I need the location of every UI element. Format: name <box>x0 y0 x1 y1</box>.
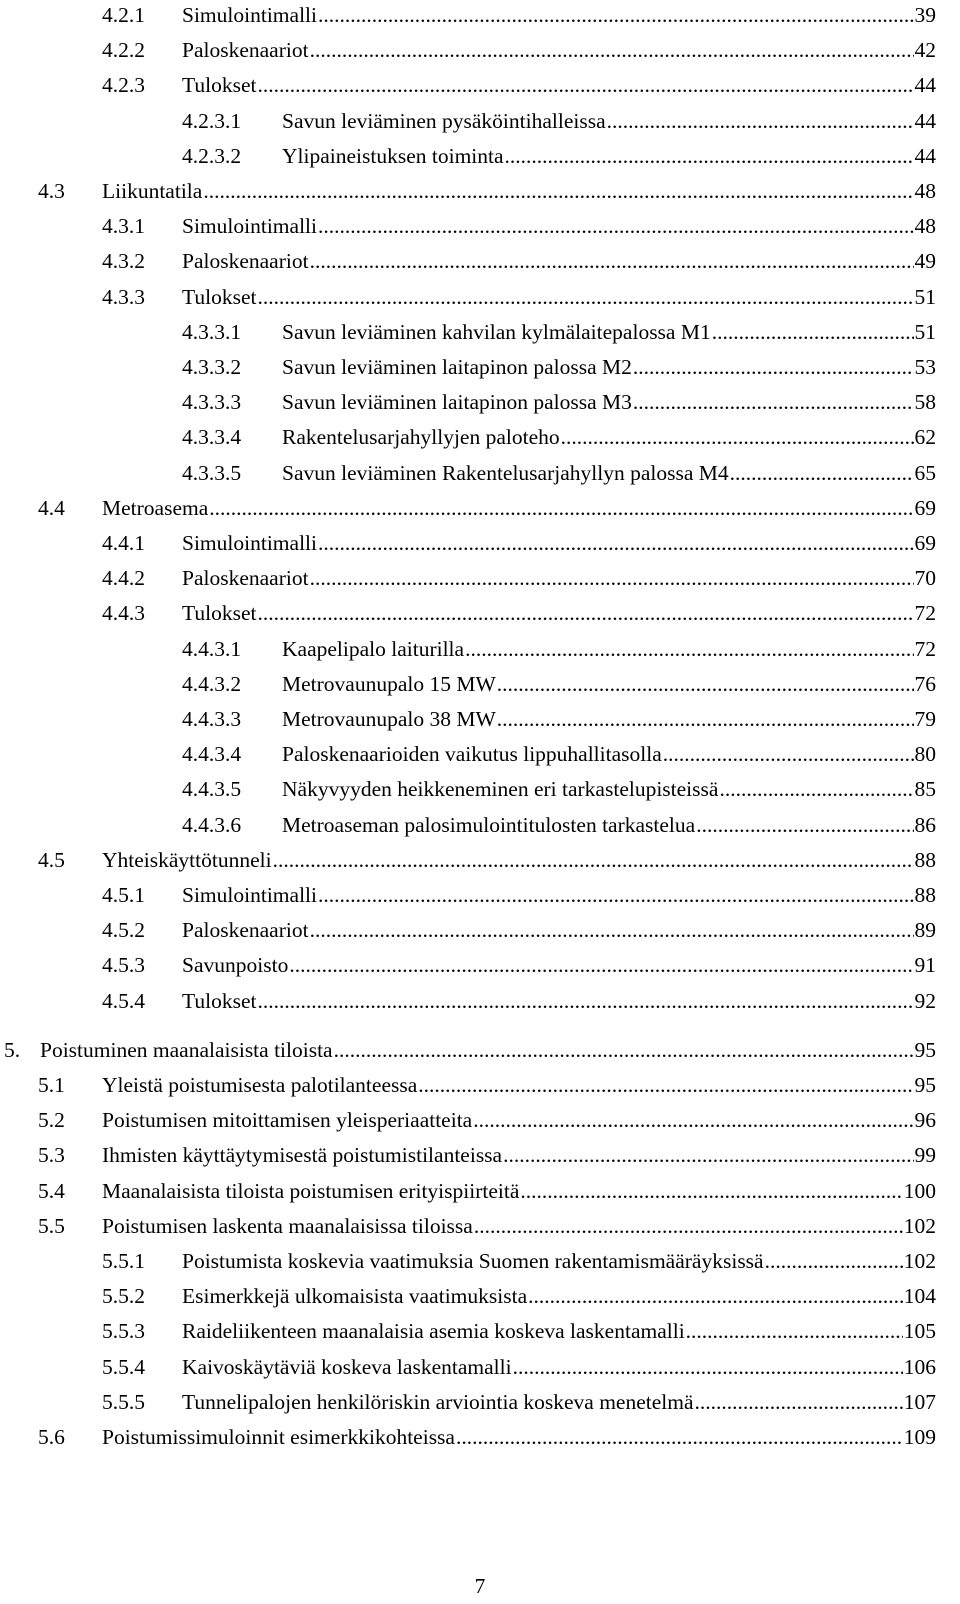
toc-entry-number: 5.5.2 <box>102 1284 145 1309</box>
toc-entry-page: 48 <box>914 179 936 203</box>
dot-leader <box>257 598 913 628</box>
toc-entry-title: Tunnelipalojen henkilöriskin arviointia koskeva menetelmä <box>182 1389 694 1414</box>
toc-entry-page: 85 <box>914 777 936 802</box>
toc-entry[interactable] <box>102 1246 936 1276</box>
toc-entry-page: 102 <box>903 1213 936 1238</box>
toc-entry-page: 105 <box>903 1319 936 1344</box>
toc-entry-number: 4.4.3.1 <box>182 636 242 661</box>
toc-entry-number: 4.2.2 <box>102 38 145 63</box>
toc-entry[interactable] <box>102 211 936 241</box>
toc-entry-page: 79 <box>914 707 936 731</box>
toc-entry-page: 95 <box>914 1073 936 1097</box>
dot-leader <box>528 1281 903 1311</box>
toc-entry-number: 4.3.1 <box>102 214 145 239</box>
toc-entry-number: 4.3.3.2 <box>182 355 242 379</box>
toc-entry-number: 5.3 <box>38 1143 65 1168</box>
toc-entry-title: Kaapelipalo laiturilla <box>282 636 465 661</box>
toc-entry-number: 4.3.3.1 <box>182 319 242 344</box>
toc-entry-page: 39 <box>914 3 936 27</box>
toc-entry-number: 4.5.2 <box>102 918 145 943</box>
dot-leader <box>696 810 913 840</box>
toc-entry[interactable] <box>102 950 936 980</box>
toc-entry-page: 48 <box>914 214 936 239</box>
toc-entry[interactable] <box>102 0 936 30</box>
toc-entry-number: 4.4.3.3 <box>182 707 242 731</box>
toc-entry-number: 4.2.1 <box>102 3 145 27</box>
toc-entry[interactable] <box>182 669 936 699</box>
toc-entry-page: 69 <box>914 531 936 555</box>
toc-entry[interactable] <box>38 845 936 875</box>
toc-entry-page: 44 <box>914 108 936 133</box>
toc-entry-page: 51 <box>914 284 936 309</box>
toc-entry-number: 5.4 <box>38 1178 65 1203</box>
toc-entry-number: 4.4.1 <box>102 531 145 555</box>
toc-entry-title: Metrovaunupalo 15 MW <box>282 671 496 696</box>
toc-entry-title: Yhteiskäyttötunneli <box>102 847 272 872</box>
toc-entry-page: 72 <box>914 601 936 626</box>
dot-leader <box>257 986 913 1016</box>
toc-entry[interactable] <box>182 422 936 452</box>
toc-entry[interactable] <box>102 246 936 276</box>
toc-entry-number: 5.5.1 <box>102 1249 145 1273</box>
toc-entry-page: 107 <box>903 1389 936 1414</box>
toc-entry[interactable] <box>182 810 936 840</box>
toc-entry-number: 4.5 <box>38 847 65 872</box>
toc-entry-page: 100 <box>903 1178 936 1203</box>
toc-entry-number: 4.4.3 <box>102 601 145 626</box>
dot-leader <box>633 352 914 382</box>
toc-entry-title: Maanalaisista tiloista poistumisen erityispiirteitä <box>102 1178 520 1203</box>
toc-entry-title: Poistuminen maanalaisista tiloista <box>40 1037 333 1062</box>
toc-entry-number: 4.2.3.1 <box>182 108 242 133</box>
toc-entry-page: 62 <box>914 425 936 450</box>
toc-entry-title: Esimerkkejä ulkomaisista vaatimuksista <box>182 1284 528 1309</box>
toc-entry[interactable] <box>4 1035 936 1065</box>
dot-leader <box>310 563 914 593</box>
dot-leader <box>505 141 914 171</box>
toc-entry-page: 49 <box>914 249 936 274</box>
dot-leader <box>607 106 914 136</box>
toc-entry[interactable] <box>102 1281 936 1311</box>
dot-leader <box>497 669 914 699</box>
toc-entry-title: Poistumista koskevia vaatimuksia Suomen rakentamismääräyksissä <box>182 1249 764 1273</box>
toc-entry-title: Poistumisen mitoittamisen yleisperiaatteita <box>102 1108 473 1133</box>
dot-leader <box>318 528 914 558</box>
dot-leader <box>456 1422 903 1452</box>
dot-leader <box>561 422 914 452</box>
toc-entry-number: 4.5.3 <box>102 953 145 978</box>
toc-entry-page: 58 <box>914 390 936 415</box>
toc-entry[interactable] <box>38 1422 936 1452</box>
toc-entry-number: 4.4 <box>38 495 65 520</box>
dot-leader <box>257 70 913 100</box>
toc-entry-title: Metrovaunupalo 38 MW <box>282 707 496 731</box>
toc-entry-title: Liikuntatila <box>102 179 203 203</box>
toc-entry-number: 5.6 <box>38 1425 65 1449</box>
toc-entry[interactable] <box>102 282 936 312</box>
toc-entry[interactable] <box>38 493 936 523</box>
toc-entry-page: 99 <box>914 1143 936 1168</box>
toc-entry[interactable] <box>182 141 936 171</box>
toc-entry-title: Metroasema <box>102 495 209 520</box>
dot-leader <box>465 634 913 664</box>
dot-leader <box>257 282 913 312</box>
dot-leader <box>719 774 913 804</box>
dot-leader <box>310 246 914 276</box>
toc-entry-page: 86 <box>914 812 936 837</box>
toc-entry-number: 4.4.3.4 <box>182 742 242 767</box>
toc-entry-page: 95 <box>914 1037 936 1062</box>
toc-entry-page: 42 <box>914 38 936 63</box>
dot-leader <box>695 1387 903 1417</box>
toc-entry[interactable] <box>182 458 936 488</box>
toc-entry-page: 104 <box>903 1284 936 1309</box>
toc-entry[interactable] <box>102 35 936 65</box>
toc-entry-page: 76 <box>914 671 936 696</box>
toc-entry-title: Näkyvyyden heikkeneminen eri tarkastelupisteissä <box>282 777 719 802</box>
toc-entry-title: Savun leviäminen laitapinon palossa M2 <box>282 355 632 379</box>
toc-entry-number: 4.4.2 <box>102 566 145 591</box>
page-number: 7 <box>474 1574 486 1598</box>
toc-entry-title: Simulointimalli <box>182 214 317 239</box>
toc-entry-page: 102 <box>903 1249 936 1273</box>
toc-entry-title: Raideliikenteen maanalaisia asemia koskeva laskentamalli <box>182 1319 685 1344</box>
dot-leader <box>520 1176 902 1206</box>
toc-entry-page: 72 <box>914 636 936 661</box>
dot-leader <box>686 1316 903 1346</box>
toc-entry-number: 4.3 <box>38 179 65 203</box>
dot-leader <box>273 845 914 875</box>
toc-entry-page: 69 <box>914 495 936 520</box>
toc-entry-number: 5.5 <box>38 1213 65 1238</box>
toc-entry[interactable] <box>102 528 936 558</box>
toc-entry-page: 89 <box>914 918 936 943</box>
toc-entry[interactable] <box>102 1352 936 1382</box>
toc-entry-title: Ylipaineistuksen toiminta <box>282 143 504 168</box>
toc-entry-number: 4.3.3.4 <box>182 425 242 450</box>
toc-entry[interactable] <box>38 1140 936 1170</box>
toc-entry-page: 109 <box>903 1425 936 1449</box>
toc-entry[interactable] <box>182 774 936 804</box>
dot-leader <box>318 0 914 30</box>
dot-leader <box>730 458 914 488</box>
toc-entry-number: 4.5.1 <box>102 883 145 907</box>
toc-entry-number: 4.2.3 <box>102 73 145 98</box>
toc-entry-title: Kaivoskäytäviä koskeva laskentamalli <box>182 1354 512 1379</box>
toc-entry-number: 5.5.5 <box>102 1389 145 1414</box>
toc-entry-page: 44 <box>914 143 936 168</box>
toc-entry[interactable] <box>102 563 936 593</box>
toc-entry[interactable] <box>102 986 936 1016</box>
toc-entry-page: 51 <box>914 319 936 344</box>
toc-entry-title: Paloskenaariot <box>182 918 309 943</box>
toc-entry-number: 4.3.2 <box>102 249 145 274</box>
toc-entry-title: Metroaseman palosimulointitulosten tarkastelua <box>282 812 696 837</box>
dot-leader <box>474 1211 903 1241</box>
toc-entry-title: Tulokset <box>182 73 257 98</box>
toc-entry-number: 5.2 <box>38 1108 65 1133</box>
toc-entry[interactable] <box>182 317 936 347</box>
toc-entry-title: Paloskenaarioiden vaikutus lippuhallitasolla <box>282 742 662 767</box>
toc-entry-title: Yleistä poistumisesta palotilanteessa <box>102 1073 418 1097</box>
dot-leader <box>318 880 914 910</box>
toc-entry[interactable] <box>102 880 936 910</box>
toc-entry-page: 44 <box>914 73 936 98</box>
toc-entry-page: 70 <box>914 566 936 591</box>
toc-entry[interactable] <box>182 106 936 136</box>
toc-entry[interactable] <box>182 352 936 382</box>
toc-entry-title: Tulokset <box>182 601 257 626</box>
toc-entry-number: 4.3.3.3 <box>182 390 242 415</box>
dot-leader <box>712 317 914 347</box>
toc-entry-number: 4.4.3.2 <box>182 671 242 696</box>
dot-leader <box>289 950 913 980</box>
toc-entry-title: Ihmisten käyttäytymisestä poistumistilanteissa <box>102 1143 503 1168</box>
dot-leader <box>765 1246 903 1276</box>
toc-entry[interactable] <box>182 634 936 664</box>
toc-entry-number: 4.4.3.5 <box>182 777 242 802</box>
toc-entry-title: Savun leviäminen pysäköintihalleissa <box>282 108 606 133</box>
toc-entry[interactable] <box>182 704 936 734</box>
toc-entry-page: 53 <box>914 355 936 379</box>
toc-entry-number: 5. <box>4 1037 21 1062</box>
toc-entry[interactable] <box>182 387 936 417</box>
toc-entry-title: Simulointimalli <box>182 883 317 907</box>
toc-entry-page: 91 <box>914 953 936 978</box>
toc-entry-title: Savun leviäminen kahvilan kylmälaitepalossa M1 <box>282 319 711 344</box>
toc-entry[interactable] <box>102 598 936 628</box>
dot-leader <box>473 1105 913 1135</box>
dot-leader <box>513 1352 903 1382</box>
toc-entry-number: 5.5.4 <box>102 1354 145 1379</box>
toc-entry[interactable] <box>38 1105 936 1135</box>
toc-entry-number: 5.1 <box>38 1073 65 1097</box>
toc-entry-title: Poistumisen laskenta maanalaisissa tiloissa <box>102 1213 473 1238</box>
dot-leader <box>310 915 914 945</box>
toc-entry-title: Simulointimalli <box>182 531 317 555</box>
toc-entry-title: Savun leviäminen Rakentelusarjahyllyn palossa M4 <box>282 460 729 485</box>
toc-entry-number: 4.3.3.5 <box>182 460 242 485</box>
toc-entry[interactable] <box>182 739 936 769</box>
toc-entry-page: 80 <box>914 742 936 767</box>
toc-entry-page: 92 <box>914 988 936 1013</box>
toc-entry[interactable] <box>102 70 936 100</box>
toc-entry[interactable] <box>102 1316 936 1346</box>
dot-leader <box>203 176 913 206</box>
dot-leader <box>503 1140 913 1170</box>
toc-entry-number: 4.5.4 <box>102 988 145 1013</box>
toc-entry-title: Paloskenaariot <box>182 566 309 591</box>
dot-leader <box>209 493 913 523</box>
dot-leader <box>318 211 914 241</box>
toc-entry-title: Tulokset <box>182 988 257 1013</box>
toc-entry-title: Tulokset <box>182 284 257 309</box>
toc-entry[interactable] <box>38 1211 936 1241</box>
dot-leader <box>310 35 914 65</box>
toc-entry-page: 96 <box>914 1108 936 1133</box>
toc-entry-page: 65 <box>914 460 936 485</box>
toc-entry-number: 4.4.3.6 <box>182 812 242 837</box>
toc-entry-title: Savun leviäminen laitapinon palossa M3 <box>282 390 632 415</box>
toc-entry-number: 4.2.3.2 <box>182 143 242 168</box>
toc-entry[interactable] <box>102 1387 936 1417</box>
dot-leader <box>633 387 914 417</box>
toc-entry-title: Rakentelusarjahyllyjen paloteho <box>282 425 560 450</box>
toc-entry-title: Paloskenaariot <box>182 38 309 63</box>
toc-entry-page: 88 <box>914 847 936 872</box>
toc-entry-title: Savunpoisto <box>182 953 289 978</box>
toc-entry-title: Poistumissimuloinnit esimerkkikohteissa <box>102 1425 455 1449</box>
toc-entry-number: 4.3.3 <box>102 284 145 309</box>
toc-entry-page: 88 <box>914 883 936 907</box>
dot-leader <box>497 704 914 734</box>
dot-leader <box>418 1070 913 1100</box>
toc-entry[interactable] <box>38 1176 936 1206</box>
dot-leader <box>663 739 914 769</box>
toc-entry-page: 106 <box>903 1354 936 1379</box>
toc-entry[interactable] <box>102 915 936 945</box>
toc-entry-title: Paloskenaariot <box>182 249 309 274</box>
dot-leader <box>334 1035 914 1065</box>
toc-entry-title: Simulointimalli <box>182 3 317 27</box>
toc-entry[interactable] <box>38 1070 936 1100</box>
toc-entry-number: 5.5.3 <box>102 1319 145 1344</box>
toc-entry[interactable] <box>38 176 936 206</box>
